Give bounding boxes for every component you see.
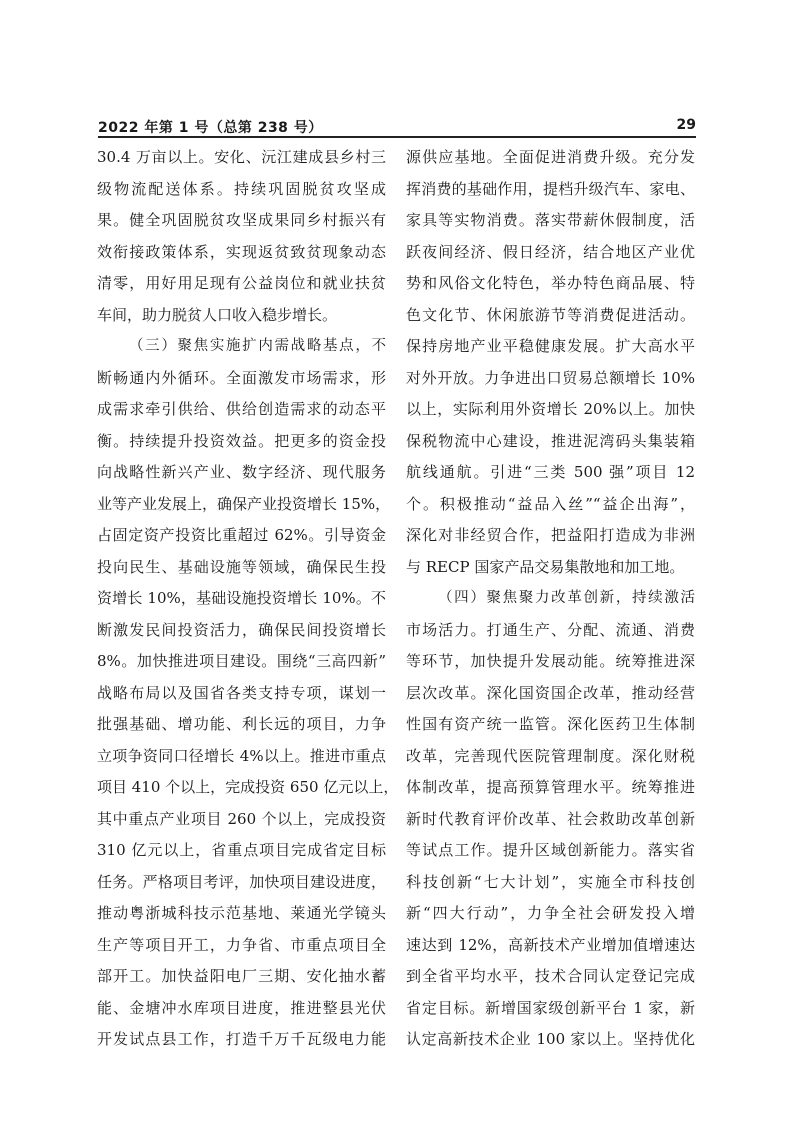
page-number: 29 — [676, 117, 696, 133]
text-line: 势和风俗文化特色，举办特色商品展、特 — [406, 274, 695, 292]
text-line: 保持房地产业平稳健康发展。扩大高水平 — [406, 337, 695, 355]
text-line: 源供应基地。全面促进消费升级。充分发 — [406, 148, 695, 166]
text-line: 认定高新技术企业 100 家以上。坚持优化 — [406, 1030, 695, 1048]
text-line: 批强基础、增功能、利长远的项目，力争 — [97, 715, 386, 733]
text-line: 立项争资同口径增长 4%以上。推进市重点 — [97, 746, 386, 765]
text-line: 任务。严格项目考评，加快项目建设进度， — [97, 872, 386, 891]
text-line: 投向民生、基础设施等领域，确保民生投 — [97, 557, 386, 576]
issue-label: 2022 年第 1 号（总第 238 号） — [98, 120, 323, 136]
text-line: 性国有资产统一监管。深化医药卫生体制 — [406, 715, 695, 733]
text-line: 个。积极推动“益品入丝”“益企出海”， — [406, 494, 695, 513]
text-line: 跃夜间经济、假日经济，结合地区产业优 — [406, 242, 695, 261]
text-line: 向战略性新兴产业、数字经济、现代服务 — [97, 463, 386, 481]
text-line: 深化对非经贸合作，把益阳打造成为非洲 — [406, 526, 695, 544]
text-line: 速达到 12%，高新技术产业增加值增速达 — [406, 935, 695, 954]
section-heading-line: （三）聚焦实施扩内需战略基点，不 — [129, 338, 386, 354]
text-line: 等试点工作。提升区域创新能力。落实省 — [406, 841, 695, 859]
text-line: 市场活力。打通生产、分配、流通、消费 — [406, 620, 695, 639]
text-line: 级物流配送体系。持续巩固脱贫攻坚成 — [97, 179, 386, 198]
text-line: 层次改革。深化国资国企改革，推动经营 — [406, 683, 695, 702]
text-line: 新“四大行动”，力争全社会研发投入增 — [406, 904, 695, 922]
text-line: 8%。加快推进项目建设。围绕“三高四新” — [97, 652, 386, 670]
text-line: 推动粤浙城科技示范基地、莱通光学镜头 — [97, 904, 386, 922]
text-line: 车间，助力脱贫人口收入稳步增长。 — [97, 305, 338, 324]
text-line: 新时代教育评价改革、社会救助改革创新 — [406, 809, 695, 828]
text-line: 与 RECP 国家产品交易集散地和加工地。 — [406, 557, 685, 576]
text-line: 占固定资产投资比重超过 62%。引导资金 — [97, 526, 386, 544]
text-line: 等环节，加快提升发展动能。统筹推进深 — [406, 652, 695, 670]
text-line: 色文化节、休闲旅游节等消费促进活动。 — [406, 305, 695, 324]
text-line: 部开工。加快益阳电厂三期、安化抽水蓄 — [97, 967, 386, 985]
text-line: 其中重点产业项目 260 个以上，完成投资 — [97, 809, 386, 828]
text-line: 衡。持续提升投资效益。把更多的资金投 — [97, 431, 386, 450]
text-line: 开发试点县工作，打造千万千瓦级电力能 — [97, 1030, 386, 1048]
text-line: 清零，用好用足现有公益岗位和就业扶贫 — [97, 274, 386, 292]
text-line: 家具等实物消费。落实带薪休假制度，活 — [406, 211, 695, 229]
text-line: 断畅通内外循环。全面激发市场需求，形 — [97, 368, 386, 387]
text-line: 科技创新“七大计划”，实施全市科技创 — [406, 872, 695, 891]
left-column — [97, 142, 399, 1056]
text-line: 30.4 万亩以上。安化、沅江建成县乡村三 — [97, 148, 386, 166]
text-line: 挥消费的基础作用，提档升级汽车、家电、 — [406, 179, 695, 198]
text-line: 资增长 10%，基础设施投资增长 10%。不 — [97, 589, 386, 607]
text-line: 体制改革，提高预算管理水平。统筹推进 — [406, 778, 695, 796]
text-line: 战略布局以及国省各类支持专项，谋划一 — [97, 683, 386, 702]
text-line: 果。健全巩固脱贫攻坚成果同乡村振兴有 — [97, 211, 386, 229]
section-heading-line: （四）聚焦聚力改革创新，持续激活 — [438, 590, 695, 606]
text-line: 项目 410 个以上，完成投资 650 亿元以上， — [97, 778, 399, 796]
right-column — [406, 142, 695, 1056]
text-line: 成需求牵引供给、供给创造需求的动态平 — [97, 400, 386, 418]
text-line: 保税物流中心建设，推进泥湾码头集装箱 — [406, 431, 695, 450]
text-line: 业等产业发展上，确保产业投资增长 15%， — [97, 494, 391, 513]
text-line: 到全省平均水平，技术合同认定登记完成 — [406, 967, 695, 985]
text-line: 省定目标。新增国家级创新平台 1 家，新 — [406, 998, 695, 1017]
text-line: 对外开放。力争进出口贸易总额增长 10% — [406, 368, 695, 387]
text-line: 以上，实际利用外资增长 20%以上。加快 — [406, 400, 695, 418]
text-line: 改革，完善现代医院管理制度。深化财税 — [406, 746, 695, 765]
text-line: 310 亿元以上，省重点项目完成省定目标 — [97, 841, 386, 859]
text-line: 能、金塘冲水库项目进度，推进整县光伏 — [97, 998, 386, 1017]
text-line: 效衔接政策体系，实现返贫致贫现象动态 — [97, 242, 386, 261]
text-line: 生产等项目开工，力争省、市重点项目全 — [97, 935, 386, 954]
header-rule — [98, 136, 696, 138]
text-line: 航线通航。引进“三类 500 强”项目 12 — [406, 463, 695, 481]
text-line: 断激发民间投资活力，确保民间投资增长 — [97, 620, 386, 639]
